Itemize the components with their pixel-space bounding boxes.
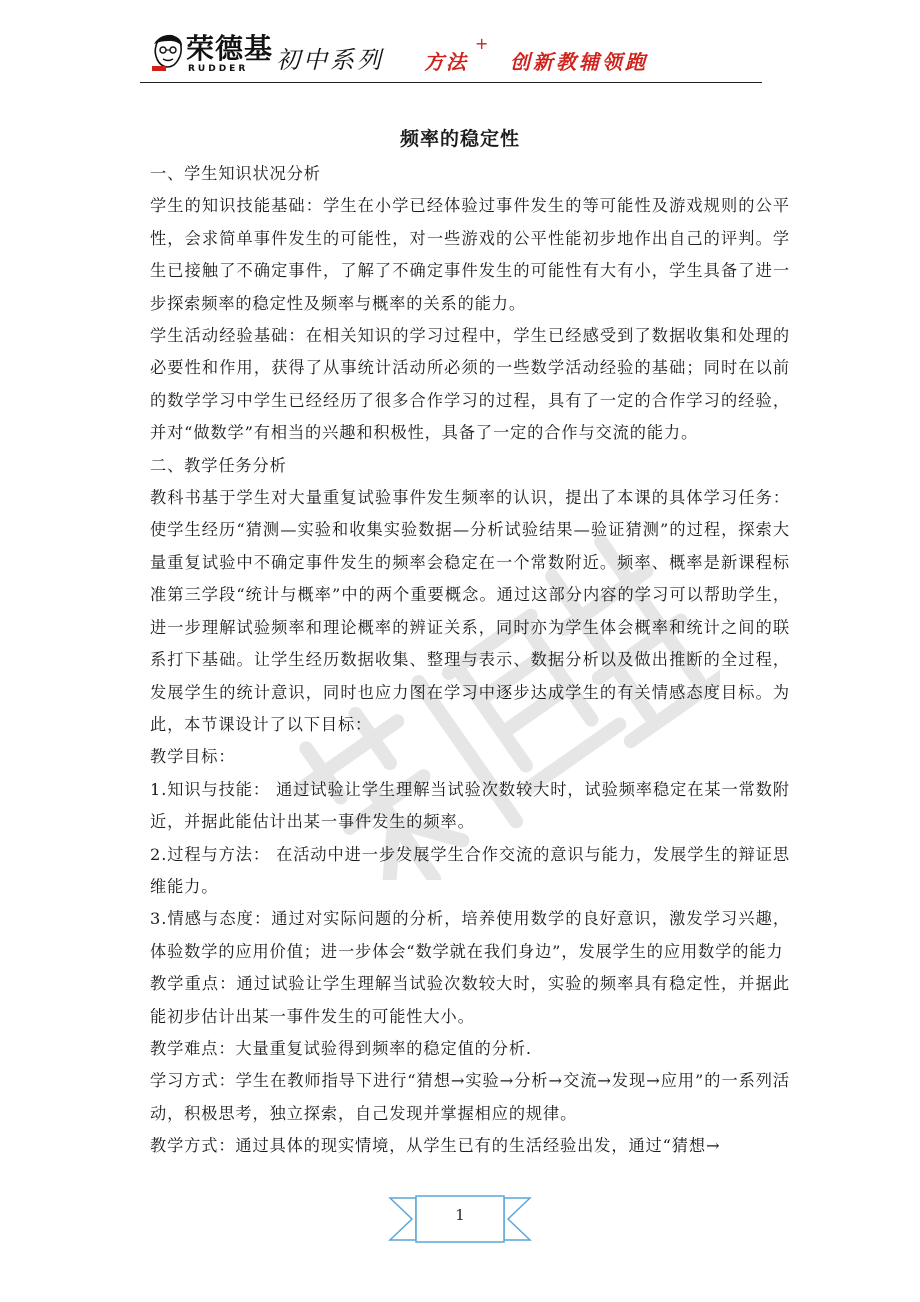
- paragraph: 学生的知识技能基础：学生在小学已经体验过事件发生的等可能性及游戏规则的公平性，会求简单事件发生的可能性，对一些游戏的公平性能初步地作出自己的评判。学生已接触了不确定事件，了解了不确定事件发生的可能性有大有小，学生具备了进一步探索频率的稳定性及频率与概率的关系的能力。: [150, 196, 790, 313]
- goal-item: 1.知识与技能： 通过试验让学生理解当试验次数较大时，试验频率稳定在某一常数附近，并据此能估计出某一事件发生的频率。: [150, 779, 790, 832]
- series-label: 初中系列: [276, 46, 384, 74]
- section-heading: 一、学生知识状况分析: [150, 164, 321, 183]
- brand-english-name: RUDDER: [188, 64, 249, 74]
- paragraph: 学生活动经验基础：在相关知识的学习过程中，学生已经感受到了数据收集和处理的必要性和作用，获得了从事统计活动所必须的一些数学活动经验的基础；同时在以前的数学学习中学生已经经历了很多合作学习的过程，具有了一定的合作学习的经验，并对“做数学”有相当的兴趣和积极性，具备了一定的合作与交流的能力。: [150, 326, 790, 443]
- subheading: 教学目标：: [150, 747, 236, 767]
- paragraph: 教科书基于学生对大量重复试验事件发生频率的认识，提出了本课的具体学习任务：使学生经历“猜测—实验和收集实验数据—分析试验结果—验证猜测”的过程，探索大量重复试验中不确定事件发生的频率会稳定在一个常数附近。频率、概率是新课程标准第三学段“统计与概率”中的两个重要概念。通过这部分内容的学习可以帮助学生，进一步理解试验频率和理论概率的辨证关系，同时亦为学生体会概率和统计之间的联系打下基础。让学生经历数据收集、整理与表示、数据分析以及做出推断的全过程，发展学生的统计意识，同时也应力图在学习中逐步达成学生的有关情感态度目标。为此，本节课设计了以下目标：: [150, 488, 790, 734]
- learning-method: 学习方式：学生在教师指导下进行“猜想→实验→分析→交流→发现→应用”的一系列活动，积极思考，独立探索，自己发现并掌握相应的规律。: [150, 1071, 790, 1123]
- caricature-face-logo-icon: [148, 32, 186, 72]
- goal-item: 2.过程与方法： 在活动中进一步发展学生合作交流的意识与能力，发展学生的辩证思维能力。: [150, 844, 790, 896]
- page-header: [0, 0, 920, 90]
- document-title: 频率的稳定性: [399, 128, 520, 150]
- slogan: 创新教辅领跑: [510, 50, 648, 74]
- method-label: 方法: [424, 50, 468, 74]
- header-divider: [140, 82, 762, 83]
- section-heading: 二、教学任务分析: [150, 455, 287, 475]
- document-body: [150, 158, 790, 1163]
- goal-item: 3.情感与态度：通过对实际问题的分析，培养使用数学的良好意识，激发学习兴趣，体验数学的应用价值；进一步体会“数学就在我们身边”，发展学生的应用数学的能力: [150, 909, 790, 961]
- brand-name: 荣德基: [186, 32, 274, 65]
- key-point: 教学重点：通过试验让学生理解当试验次数较大时，实验的频率具有稳定性，并据此能初步估计出某一事件发生的可能性大小。: [150, 974, 790, 1026]
- teaching-method: 教学方式：通过具体的现实情境，从学生已有的生活经验出发，通过“猜想→: [150, 1136, 721, 1156]
- page-number: 1: [455, 1206, 465, 1224]
- difficult-point: 教学难点：大量重复试验得到频率的稳定值的分析.: [150, 1038, 532, 1058]
- plus-mark: +: [475, 34, 489, 53]
